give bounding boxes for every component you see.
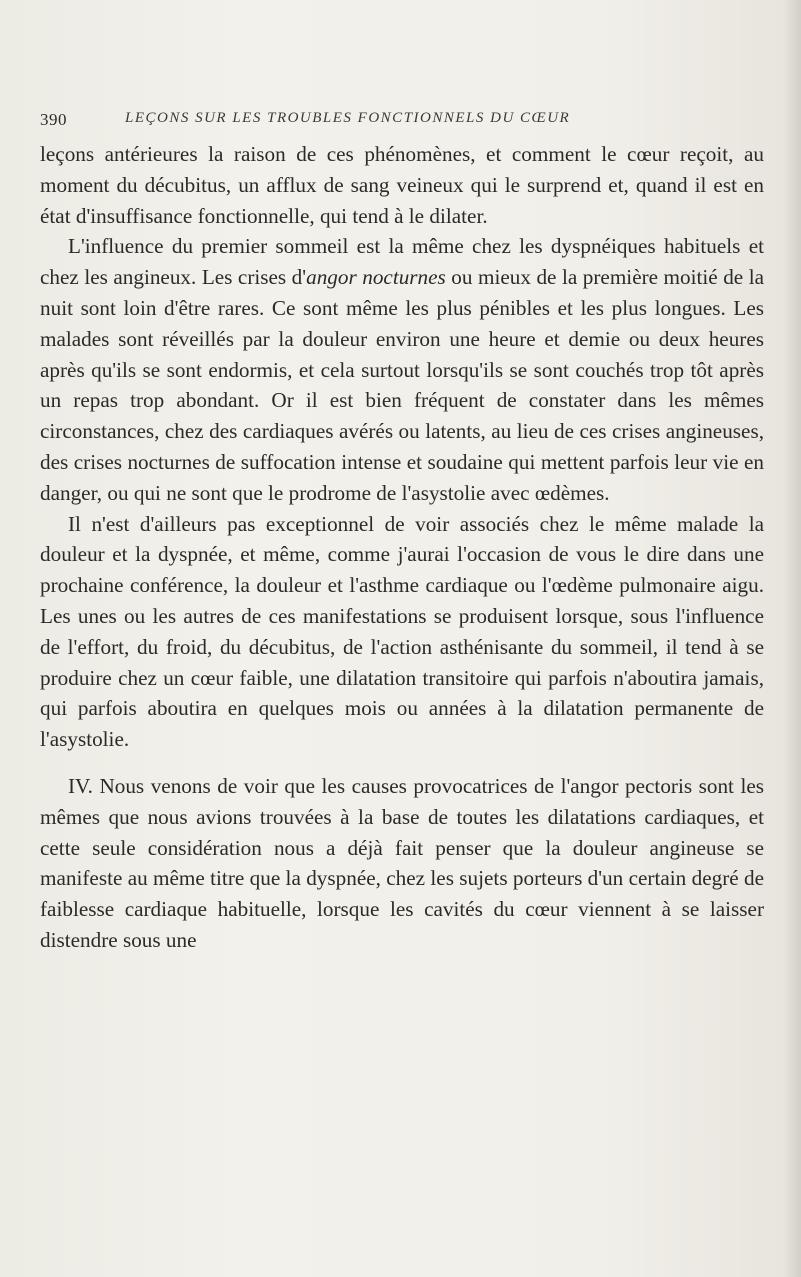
paragraph	[40, 139, 764, 231]
italic-term: angor nocturnes	[306, 265, 446, 290]
paragraph-text: L'influence du premier sommeil est la même chez les dyspnéiques habituels et chez les angineux. Les crises d'	[40, 234, 764, 290]
section-paragraph	[40, 771, 764, 956]
running-head: LEÇONS SUR LES TROUBLES FONCTIONNELS DU CŒUR	[125, 110, 571, 126]
page-edge-shadow	[783, 0, 801, 1277]
paragraph-text: ou mieux de la première moitié de la nuit sont loin d'être rares. Ce sont même les plus pénibles et les plus longues. Les malades sont réveillés par la douleur environ une heure et demie ou deux heures après qu'ils se sont endormis, et cela surtout lorsqu'ils se sont couchés trop tôt après un repas trop abondant. Or il est bien fréquent de constater dans les mêmes circonstances, chez des cardiaques avérés ou latents, au lieu de ces crises angineuses, des crises nocturnes de suffocation intense et soudaine qui mettent parfois leur vie en danger, ou qui ne sont que le prodrome de l'asystolie avec œdèmes.	[40, 265, 765, 505]
page-number: 390	[40, 110, 67, 129]
body-text	[40, 139, 764, 956]
paragraph-text: IV. Nous venons de voir que les causes provocatrices de l'angor pectoris sont les mêmes que nous avions trouvées à la base de toutes les dilatations cardiaques, et cette seule considération nous a déjà fait penser que la douleur angineuse se manifeste au même titre que la dyspnée, chez les sujets porteurs d'un certain degré de faiblesse cardiaque habituelle, lorsque les cavités du cœur viennent à se laisser distendre sous une	[40, 773, 764, 952]
paragraph-text: leçons antérieures la raison de ces phénomènes, et comment le cœur reçoit, au moment du décubitus, un afflux de sang veineux qui le surprend et, quand il est en état d'insuffisance fonctionnelle, qui tend à le dilater.	[40, 142, 764, 228]
page-header	[40, 110, 770, 138]
paragraph	[40, 509, 764, 755]
paragraph-text: Il n'est d'ailleurs pas exceptionnel de voir associés chez le même malade la douleur et la dyspnée, et même, comme j'aurai l'occasion de vous le dire dans une prochaine conférence, la douleur et l'asthme cardiaque ou l'œdème pulmonaire aigu. Les unes ou les autres de ces manifestations se produisent lorsque, sous l'influence de l'effort, du froid, du décubitus, de l'action asthénisante du sommeil, il tend à se produire chez un cœur faible, une dilatation transitoire qui parfois n'aboutira jamais, qui parfois aboutira en quelques mois ou années à la dilatation permanente de l'asystolie.	[40, 511, 764, 752]
paragraph	[40, 231, 764, 508]
